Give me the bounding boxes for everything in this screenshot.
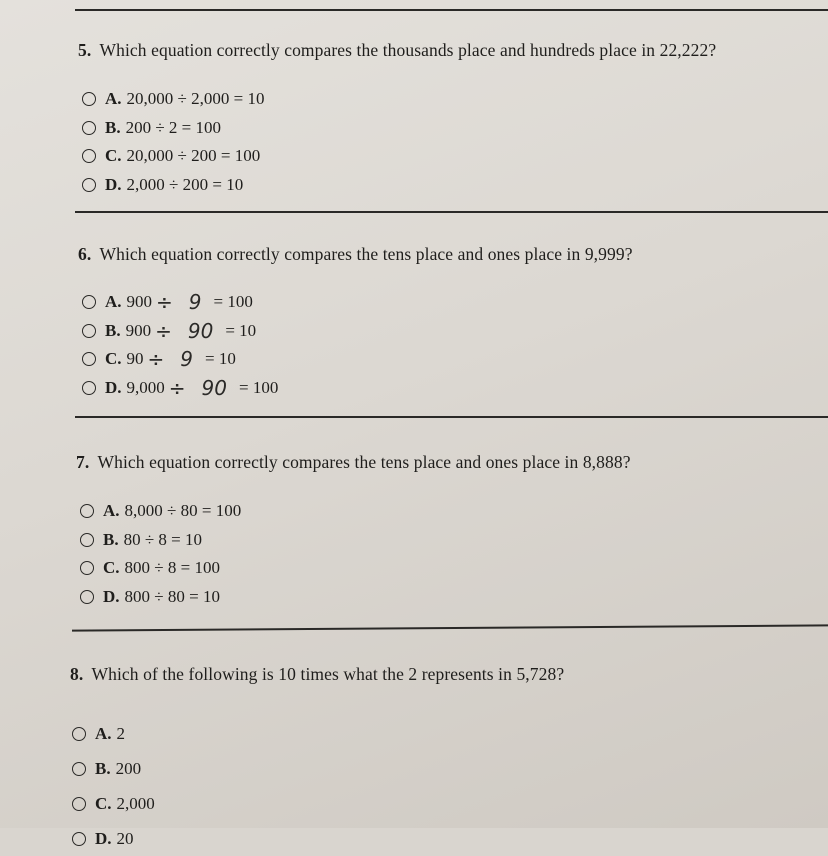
option-letter: D. [103, 586, 120, 606]
question-number: 7. [76, 452, 90, 472]
option-text: 200 [115, 758, 142, 778]
option-8d[interactable] [72, 821, 155, 856]
question-6 [78, 244, 633, 265]
handwritten-answer: 90 [187, 318, 214, 343]
radio-bubble[interactable] [80, 590, 94, 604]
option-result: = 10 [205, 349, 236, 369]
options-5 [82, 85, 264, 199]
question-number: 8. [70, 664, 84, 684]
radio-bubble[interactable] [82, 295, 96, 309]
option-5a[interactable] [82, 85, 264, 114]
option-text: 20,000 ÷ 200 = 100 [126, 146, 261, 166]
option-letter: B. [105, 320, 121, 340]
option-letter: A. [103, 501, 120, 521]
option-8a[interactable] [72, 716, 155, 751]
option-7b[interactable] [80, 526, 241, 555]
option-text: 800 ÷ 80 = 10 [124, 586, 220, 606]
handwritten-divide-sign: ÷ [156, 290, 173, 315]
option-letter: D. [95, 828, 112, 848]
options-6 [82, 288, 278, 402]
radio-bubble[interactable] [72, 762, 86, 776]
question-8 [70, 664, 564, 685]
option-text: 80 ÷ 8 = 10 [123, 529, 203, 549]
option-6a[interactable] [82, 288, 278, 317]
radio-bubble[interactable] [82, 324, 96, 338]
radio-bubble[interactable] [82, 121, 96, 135]
option-result: = 100 [239, 377, 279, 397]
radio-bubble[interactable] [82, 178, 96, 192]
divider-7-8 [72, 624, 828, 631]
option-letter: D. [105, 174, 122, 194]
option-text: 2 [116, 723, 126, 743]
options-7 [80, 497, 241, 611]
option-text: 800 ÷ 8 = 100 [124, 558, 220, 578]
option-5b[interactable] [82, 114, 264, 143]
option-dividend: 90 [126, 349, 144, 369]
option-text: 2,000 ÷ 200 = 10 [126, 174, 244, 194]
option-text: 200 ÷ 2 = 100 [125, 117, 222, 137]
handwritten-answer: 9 [188, 290, 202, 315]
handwritten-answer: 90 [201, 375, 227, 400]
question-number: 6. [78, 244, 92, 264]
option-7c[interactable] [80, 554, 241, 583]
radio-bubble[interactable] [72, 797, 86, 811]
question-text: Which of the following is 10 times what the 2 represents in 5,728? [91, 664, 565, 684]
option-text: 8,000 ÷ 80 = 100 [124, 501, 242, 521]
option-5c[interactable] [82, 142, 264, 171]
option-letter: C. [105, 349, 122, 369]
option-dividend: 900 [125, 320, 152, 340]
handwritten-divide-sign: ÷ [147, 347, 165, 372]
divider-top [75, 9, 828, 11]
handwritten-answer: 9 [180, 347, 194, 372]
option-5d[interactable] [82, 171, 264, 200]
option-7a[interactable] [80, 497, 241, 526]
option-letter: C. [105, 146, 122, 166]
question-text: Which equation correctly compares the tens place and ones place in 9,999? [99, 244, 633, 264]
option-letter: B. [103, 529, 119, 549]
option-letter: A. [105, 292, 122, 312]
radio-bubble[interactable] [80, 504, 94, 518]
radio-bubble[interactable] [82, 92, 96, 106]
option-letter: C. [103, 558, 120, 578]
options-8 [72, 716, 155, 856]
question-5 [78, 40, 716, 61]
divider-5-6 [75, 211, 828, 213]
handwritten-divide-sign: ÷ [155, 318, 172, 343]
option-result: = 10 [225, 320, 257, 340]
option-letter: B. [105, 117, 121, 137]
option-8c[interactable] [72, 786, 155, 821]
question-text: Which equation correctly compares the thousands place and hundreds place in 22,222? [99, 40, 717, 60]
option-result: = 100 [213, 292, 253, 312]
divider-6-7 [75, 416, 828, 418]
option-dividend: 900 [126, 292, 153, 312]
radio-bubble[interactable] [82, 381, 96, 395]
option-dividend: 9,000 [126, 377, 165, 397]
option-letter: A. [105, 89, 122, 109]
question-7 [76, 452, 631, 473]
option-letter: D. [105, 377, 122, 397]
option-letter: A. [95, 723, 112, 743]
radio-bubble[interactable] [82, 149, 96, 163]
option-letter: C. [95, 793, 112, 813]
option-text: 20,000 ÷ 2,000 = 10 [126, 89, 265, 109]
radio-bubble[interactable] [72, 832, 86, 846]
handwritten-divide-sign: ÷ [168, 375, 186, 400]
radio-bubble[interactable] [72, 727, 86, 741]
question-text: Which equation correctly compares the tens place and ones place in 8,888? [97, 452, 631, 472]
option-text: 2,000 [116, 793, 155, 813]
radio-bubble[interactable] [80, 533, 94, 547]
option-6d[interactable] [82, 374, 278, 403]
radio-bubble[interactable] [80, 561, 94, 575]
question-number: 5. [78, 40, 92, 60]
option-text: 20 [116, 828, 134, 848]
option-7d[interactable] [80, 583, 241, 612]
radio-bubble[interactable] [82, 352, 96, 366]
option-6c[interactable] [82, 345, 278, 374]
option-letter: B. [95, 758, 111, 778]
option-6b[interactable] [82, 317, 278, 346]
option-8b[interactable] [72, 751, 155, 786]
